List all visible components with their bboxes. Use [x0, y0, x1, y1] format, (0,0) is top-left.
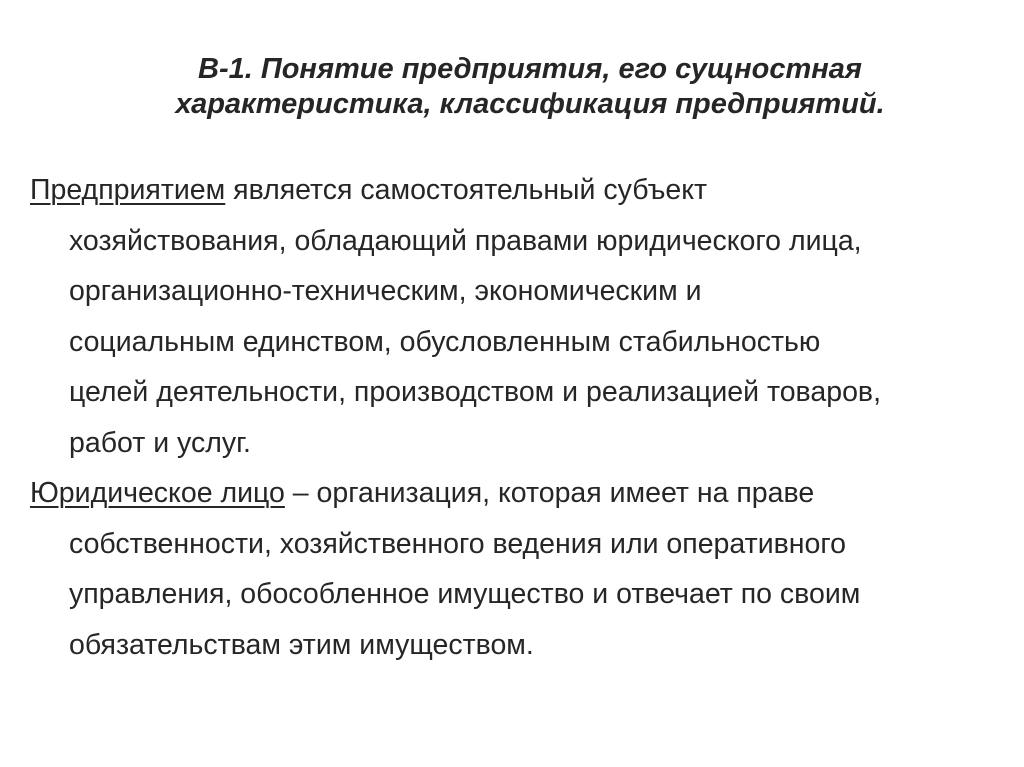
definition-text: – организация, которая имеет на праве	[284, 477, 815, 509]
title-line: В-1. Понятие предприятия, его сущностная	[198, 53, 862, 85]
definition-legal-entity	[30, 468, 1000, 670]
definition-line: собственности, хозяйственного ведения или оперативного	[69, 527, 846, 560]
slide-body	[30, 165, 1000, 670]
definition-line: обязательствам этим имуществом.	[69, 628, 534, 661]
definition-enterprise	[30, 165, 1000, 468]
definition-text: является самостоятельный субъект	[225, 174, 708, 206]
definition-term: Предприятием	[30, 174, 226, 206]
definition-line: организационно-техническим, экономическим и	[69, 275, 702, 307]
definition-line: работ и услуг.	[69, 426, 251, 459]
definition-first-line	[30, 468, 1000, 519]
definition-line: хозяйствования, обладающий правами юридического лица,	[69, 224, 862, 257]
definition-line: социальным единством, обусловленным стабильностью	[69, 325, 821, 358]
definition-first-line	[30, 165, 1000, 216]
definition-term: Юридическое лицо	[30, 477, 285, 509]
title-line: характеристика, классификация предприятий.	[175, 88, 885, 120]
definition-line: управления, обособленное имущество и отвечает по своим	[69, 578, 861, 610]
definition-line: целей деятельности, производством и реализацией товаров,	[69, 376, 881, 408]
slide-title	[100, 52, 960, 122]
